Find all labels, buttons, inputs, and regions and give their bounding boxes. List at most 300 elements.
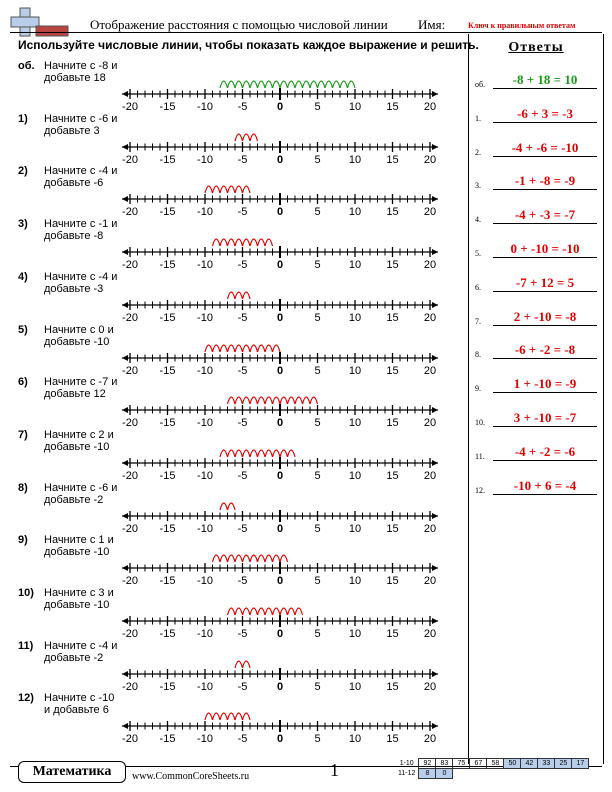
- score-cell: 58: [487, 759, 504, 769]
- hop-arc: [303, 81, 311, 88]
- number-line: [118, 275, 448, 321]
- problem-item: [0, 640, 462, 692]
- answer-number: 10.: [475, 418, 485, 427]
- tick-label: 20: [423, 417, 437, 427]
- answer-text: -4 + -3 = -7: [493, 207, 597, 224]
- hop-arc: [235, 397, 243, 404]
- answer-row: [475, 410, 599, 430]
- arrow-right-icon: [432, 407, 438, 413]
- arrow-left-icon: [122, 671, 128, 677]
- tick-label: 5: [314, 628, 321, 637]
- hop-arc: [220, 186, 228, 193]
- arrow-left-icon: [122, 513, 128, 519]
- tick-label: -15: [159, 733, 176, 743]
- hop-arc: [288, 450, 296, 457]
- problem-text: Начните с -1 и добавьте -8: [44, 218, 118, 243]
- tick-label: 5: [314, 417, 321, 427]
- answer-number: 5.: [475, 249, 481, 258]
- problem-item: [0, 60, 462, 112]
- arrow-left-icon: [122, 302, 128, 308]
- tick-label: -10: [197, 733, 213, 743]
- tick-label: 5: [314, 364, 321, 374]
- number-line: [118, 538, 448, 584]
- tick-label: 0: [276, 575, 284, 585]
- hop-arc: [235, 345, 243, 352]
- hop-arc: [220, 81, 228, 88]
- tick-label: -20: [122, 311, 138, 321]
- number-line: [118, 222, 448, 268]
- problem-item: [0, 692, 462, 744]
- hop-arc: [250, 239, 258, 246]
- hop-arc: [258, 608, 266, 615]
- answer-text: -10 + 6 = -4: [493, 478, 597, 495]
- tick-label: -10: [197, 259, 213, 269]
- problem-number: 1): [18, 112, 28, 125]
- answer-number: 2.: [475, 147, 481, 157]
- hop-arc: [228, 345, 236, 352]
- hop-arc: [243, 292, 251, 299]
- tick-label: -15: [159, 206, 176, 216]
- hop-arc: [273, 450, 281, 457]
- hop-arc: [273, 555, 281, 562]
- hop-arc: [295, 81, 303, 88]
- hop-arc: [220, 450, 228, 457]
- tick-label: 20: [423, 259, 437, 269]
- tick-label: -15: [159, 101, 176, 110]
- score-cell: 0: [436, 769, 453, 779]
- score-row: [396, 769, 589, 779]
- page-title: Отображение расстояния с помощью числовой линии: [90, 17, 388, 32]
- tick-label: 10: [348, 417, 362, 427]
- score-cell: 50: [504, 759, 521, 769]
- problem-number: 3): [18, 218, 28, 231]
- number-line: [118, 169, 448, 215]
- arrow-left-icon: [122, 249, 128, 255]
- arrow-left-icon: [122, 144, 128, 150]
- score-table: [396, 758, 589, 779]
- answer-number: 3.: [475, 181, 481, 191]
- tick-label: -10: [197, 522, 213, 532]
- number-line: [118, 644, 448, 690]
- problem-number: 12): [18, 692, 34, 705]
- answer-row: [475, 72, 599, 92]
- hop-arc: [213, 713, 221, 720]
- tick-label: -20: [122, 153, 138, 163]
- arrow-right-icon: [432, 513, 438, 519]
- hop-arc: [258, 345, 266, 352]
- arrow-left-icon: [122, 723, 128, 729]
- hop-arc: [265, 397, 273, 404]
- arrow-left-icon: [122, 565, 128, 571]
- score-cell: 75: [453, 759, 470, 769]
- answer-number: 7.: [475, 316, 481, 326]
- number-line: [118, 380, 448, 426]
- tick-label: 20: [423, 469, 437, 479]
- problem-item: [0, 324, 462, 376]
- answer-row: [475, 444, 599, 464]
- problem-item: [0, 429, 462, 481]
- hop-arc: [265, 239, 273, 246]
- tick-label: 10: [348, 259, 362, 269]
- answer-text: 1 + -10 = -9: [493, 376, 597, 393]
- arrow-left-icon: [122, 91, 128, 97]
- hop-arc: [243, 81, 251, 88]
- tick-label: -15: [159, 575, 176, 585]
- answer-row: [475, 207, 599, 227]
- tick-label: 20: [423, 575, 437, 585]
- score-cell: 92: [419, 759, 436, 769]
- name-label: Имя:: [418, 17, 446, 32]
- number-line: [118, 64, 448, 110]
- hop-arc: [243, 713, 251, 720]
- tick-label: -5: [237, 522, 248, 532]
- problem-item: [0, 482, 462, 534]
- arrow-left-icon: [122, 618, 128, 624]
- tick-label: -20: [122, 522, 138, 532]
- hop-arc: [235, 292, 243, 299]
- answer-number: 12.: [475, 485, 485, 495]
- hop-arc: [265, 450, 273, 457]
- tick-label: -10: [197, 680, 213, 690]
- tick-label: -5: [237, 311, 248, 321]
- hop-arc: [243, 555, 251, 562]
- hop-arc: [258, 397, 266, 404]
- tick-label: 15: [386, 364, 399, 374]
- tick-label: 0: [276, 311, 284, 321]
- tick-label: 15: [386, 417, 399, 427]
- hop-arc: [228, 81, 236, 88]
- score-cell: 17: [572, 759, 589, 769]
- hop-arc: [235, 713, 243, 720]
- answer-text: 0 + -10 = -10: [493, 241, 597, 258]
- tick-label: -10: [197, 153, 213, 163]
- hop-arc: [243, 608, 251, 615]
- problem-item: [0, 534, 462, 586]
- score-cell: 67: [470, 759, 487, 769]
- hop-arc: [280, 450, 288, 457]
- hop-arc: [250, 608, 258, 615]
- score-range-label: 11-12: [398, 770, 416, 777]
- problem-text: Начните с 2 и добавьте -10: [44, 428, 114, 453]
- tick-label: 0: [276, 101, 284, 110]
- tick-label: -15: [159, 417, 176, 427]
- problem-text: Начните с -6 и добавьте -2: [44, 481, 118, 506]
- hop-arc: [250, 134, 258, 141]
- arrow-left-icon: [122, 196, 128, 202]
- arrow-left-icon: [122, 407, 128, 413]
- hop-arc: [288, 608, 296, 615]
- tick-label: -10: [197, 101, 213, 110]
- tick-label: -20: [122, 364, 138, 374]
- score-range-label: 1-10: [399, 760, 414, 767]
- tick-label: 20: [423, 153, 437, 163]
- tick-label: -5: [237, 417, 248, 427]
- tick-label: 15: [386, 101, 399, 110]
- tick-label: 20: [423, 733, 437, 743]
- tick-label: -10: [197, 628, 213, 637]
- hop-arc: [235, 555, 243, 562]
- tick-label: 10: [348, 311, 362, 321]
- header-divider: [10, 32, 602, 33]
- problem-number: 11): [18, 639, 34, 652]
- answer-text: -6 + 3 = -3: [493, 106, 597, 123]
- hop-arc: [220, 713, 228, 720]
- answer-text: -1 + -8 = -9: [493, 173, 597, 190]
- problem-number: 7): [18, 428, 28, 441]
- tick-label: -15: [159, 628, 176, 637]
- number-line: [118, 591, 448, 637]
- answer-row: [475, 342, 599, 362]
- tick-label: 20: [423, 101, 437, 110]
- problem-item: [0, 165, 462, 217]
- tick-label: 5: [314, 259, 321, 269]
- answer-row: [475, 106, 599, 126]
- hop-arc: [243, 661, 251, 668]
- tick-label: 5: [314, 575, 321, 585]
- arrow-right-icon: [432, 355, 438, 361]
- problem-text: Начните с -4 и добавьте -2: [44, 639, 118, 664]
- tick-label: -15: [159, 153, 176, 163]
- score-row: [396, 759, 589, 769]
- hop-arc: [258, 450, 266, 457]
- arrow-left-icon: [122, 355, 128, 361]
- tick-label: 0: [276, 417, 284, 427]
- hop-arc: [243, 239, 251, 246]
- tick-label: 20: [423, 680, 437, 690]
- hop-arc: [213, 186, 221, 193]
- site-url: www.CommonCoreSheets.ru: [132, 771, 250, 782]
- answer-number: 6.: [475, 282, 481, 292]
- tick-label: -20: [122, 206, 138, 216]
- answer-number: 1.: [475, 113, 481, 123]
- hop-arc: [235, 239, 243, 246]
- instructions: Используйте числовые линии, чтобы показать каждое выражение и решить.: [18, 38, 479, 52]
- number-line: [118, 486, 448, 532]
- answer-number: 11.: [475, 451, 485, 461]
- tick-label: -5: [237, 206, 248, 216]
- tick-label: -20: [122, 469, 138, 479]
- hop-arc: [205, 713, 213, 720]
- score-cell: 8: [419, 769, 436, 779]
- tick-label: 0: [276, 628, 284, 637]
- score-cell: 33: [538, 759, 555, 769]
- answer-text: 3 + -10 = -7: [493, 410, 597, 427]
- arrow-right-icon: [432, 460, 438, 466]
- score-cell: 83: [436, 759, 453, 769]
- answer-row: [475, 478, 599, 498]
- hop-arc: [265, 608, 273, 615]
- hop-arc: [220, 345, 228, 352]
- hop-arc: [348, 81, 356, 88]
- tick-label: -10: [197, 575, 213, 585]
- hop-arc: [228, 608, 236, 615]
- tick-label: 0: [276, 469, 284, 479]
- hop-arc: [243, 397, 251, 404]
- tick-label: 10: [348, 469, 362, 479]
- tick-label: 5: [314, 153, 321, 163]
- problem-number: 9): [18, 534, 28, 547]
- tick-label: 0: [276, 206, 284, 216]
- tick-label: 5: [314, 522, 321, 532]
- tick-label: 10: [348, 206, 362, 216]
- tick-label: 15: [386, 153, 399, 163]
- problem-item: [0, 271, 462, 323]
- score-cell: 25: [555, 759, 572, 769]
- tick-label: 0: [276, 680, 284, 690]
- tick-label: 10: [348, 364, 362, 374]
- problem-item: [0, 587, 462, 639]
- answer-text: -7 + 12 = 5: [493, 275, 597, 292]
- hop-arc: [235, 81, 243, 88]
- problem-text: Начните с -6 и добавьте 3: [44, 112, 118, 137]
- problem-number: 6): [18, 376, 28, 389]
- arrow-right-icon: [432, 565, 438, 571]
- tick-label: -10: [197, 417, 213, 427]
- tick-label: -5: [237, 733, 248, 743]
- hop-arc: [250, 397, 258, 404]
- tick-label: -5: [237, 101, 248, 110]
- answer-row: [475, 241, 599, 261]
- hop-arc: [205, 186, 213, 193]
- tick-label: -20: [122, 101, 138, 110]
- number-line: [118, 696, 448, 742]
- answer-number: 8.: [475, 350, 481, 360]
- problem-text: Начните с -8 и добавьте 18: [44, 60, 118, 84]
- tick-label: -20: [122, 680, 138, 690]
- page-number: 1: [330, 760, 339, 780]
- arrow-right-icon: [432, 249, 438, 255]
- arrow-right-icon: [432, 144, 438, 150]
- problem-text: Начните с -4 и добавьте -6: [44, 165, 118, 190]
- score-cell: 42: [521, 759, 538, 769]
- tick-label: 15: [386, 259, 399, 269]
- hop-arc: [220, 239, 228, 246]
- hop-arc: [250, 450, 258, 457]
- hop-arc: [258, 239, 266, 246]
- hop-arc: [235, 134, 243, 141]
- arrow-left-icon: [122, 460, 128, 466]
- hop-arc: [235, 450, 243, 457]
- hop-arc: [333, 81, 341, 88]
- tick-label: -5: [237, 628, 248, 637]
- tick-label: 15: [386, 733, 399, 743]
- tick-label: -5: [237, 469, 248, 479]
- answer-row: [475, 275, 599, 295]
- hop-arc: [273, 608, 281, 615]
- tick-label: -5: [237, 680, 248, 690]
- arrow-right-icon: [432, 671, 438, 677]
- hop-arc: [310, 397, 318, 404]
- tick-label: -20: [122, 628, 138, 637]
- hop-arc: [265, 81, 273, 88]
- problem-text: Начните с -4 и добавьте -3: [44, 270, 118, 295]
- hop-arc: [340, 81, 348, 88]
- tick-label: 20: [423, 522, 437, 532]
- hop-arc: [280, 608, 288, 615]
- tick-label: -10: [197, 206, 213, 216]
- tick-label: 10: [348, 733, 362, 743]
- tick-label: 0: [276, 259, 284, 269]
- hop-arc: [258, 81, 266, 88]
- tick-label: -15: [159, 680, 176, 690]
- tick-label: -5: [237, 575, 248, 585]
- problem-item: [0, 218, 462, 270]
- brand-badge: Математика: [18, 761, 126, 783]
- tick-label: 15: [386, 206, 399, 216]
- tick-label: 10: [348, 628, 362, 637]
- hop-arc: [280, 397, 288, 404]
- hop-arc: [228, 397, 236, 404]
- tick-label: 10: [348, 101, 362, 110]
- hop-arc: [288, 81, 296, 88]
- hop-arc: [228, 239, 236, 246]
- hop-arc: [213, 555, 221, 562]
- tick-label: 10: [348, 522, 362, 532]
- hop-arc: [228, 713, 236, 720]
- problem-text: Начните с -7 и добавьте 12: [44, 376, 118, 401]
- tick-label: 10: [348, 680, 362, 690]
- hop-arc: [265, 345, 273, 352]
- tick-label: 5: [314, 469, 321, 479]
- tick-label: 15: [386, 311, 399, 321]
- hop-arc: [235, 661, 243, 668]
- hop-arc: [295, 397, 303, 404]
- answer-text: -6 + -2 = -8: [493, 342, 597, 359]
- tick-label: -5: [237, 364, 248, 374]
- answer-row: [475, 140, 599, 160]
- problem-number: 8): [18, 481, 28, 494]
- hop-arc: [303, 397, 311, 404]
- tick-label: 0: [276, 522, 284, 532]
- answer-row: [475, 309, 599, 329]
- problem-text: Начните с 0 и добавьте -10: [44, 323, 114, 348]
- hop-arc: [228, 186, 236, 193]
- hop-arc: [265, 555, 273, 562]
- tick-label: 15: [386, 522, 399, 532]
- tick-label: -15: [159, 259, 176, 269]
- hop-arc: [325, 81, 333, 88]
- hop-arc: [228, 555, 236, 562]
- hop-arc: [213, 239, 221, 246]
- tick-label: -10: [197, 364, 213, 374]
- tick-label: 0: [276, 733, 284, 743]
- answer-key-label: Ключ к правильным ответам: [468, 21, 576, 30]
- tick-label: 0: [276, 364, 284, 374]
- problem-number: 2): [18, 165, 28, 178]
- arrow-right-icon: [432, 196, 438, 202]
- hop-arc: [228, 292, 236, 299]
- hop-arc: [213, 345, 221, 352]
- tick-label: 20: [423, 206, 437, 216]
- hop-arc: [250, 345, 258, 352]
- tick-label: -15: [159, 311, 176, 321]
- problem-item: [0, 113, 462, 165]
- hop-arc: [235, 186, 243, 193]
- hop-arc: [273, 345, 281, 352]
- hop-arc: [243, 134, 251, 141]
- hop-arc: [295, 608, 303, 615]
- tick-label: -15: [159, 522, 176, 532]
- hop-arc: [243, 345, 251, 352]
- answer-text: -8 + 18 = 10: [493, 72, 597, 89]
- problem-number: об.: [18, 60, 35, 72]
- problem-number: 5): [18, 323, 28, 336]
- hop-arc: [228, 503, 236, 510]
- problem-number: 4): [18, 270, 28, 283]
- number-line: [118, 117, 448, 163]
- tick-label: -5: [237, 153, 248, 163]
- problem-item: [0, 376, 462, 428]
